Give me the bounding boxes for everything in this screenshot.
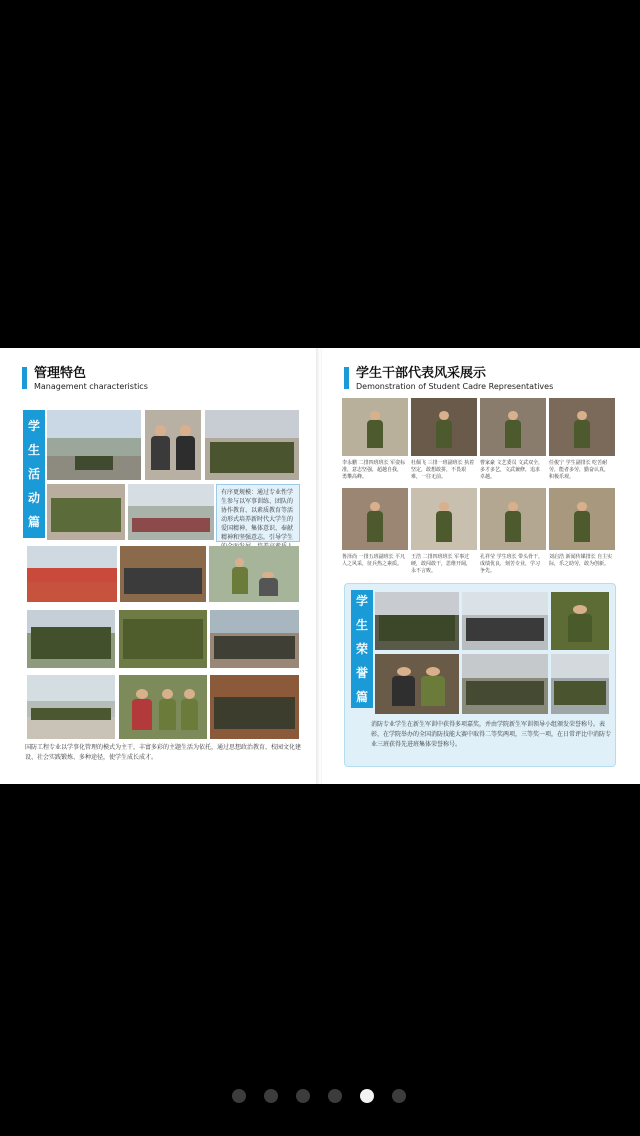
- honor-section: [344, 583, 616, 767]
- photo-award-ceremony: [145, 410, 201, 480]
- page-indicator: [232, 1088, 408, 1104]
- cadre-photo-4: [549, 398, 615, 456]
- section-title: 管理特色: [34, 366, 87, 381]
- accent-bar: [22, 367, 27, 389]
- photo-memorial-hall: [210, 675, 299, 739]
- page-dot-1[interactable]: [232, 1089, 246, 1103]
- cadre-photo-8: [549, 488, 615, 550]
- cadre-caption: 任俊宁 学生副排长 吃苦耐劳，能者多劳，勤奋认真，积极乐观。: [549, 460, 610, 480]
- cadre-photo-5: [342, 488, 408, 550]
- honor-photo-award: [375, 654, 459, 714]
- side-char: 学: [355, 594, 368, 608]
- page-dot-3[interactable]: [296, 1089, 310, 1103]
- honor-photo-meeting: [375, 592, 459, 650]
- photo-auditorium: [120, 546, 206, 602]
- photo-flag-raising: [47, 410, 141, 480]
- side-char: 学: [27, 419, 40, 433]
- activity-note: 有序更规模：通过专业性学生参与以军事训练、团队的协作教育、以素质教育等活动形式培养新时代大学生的爱国精神、集体意识、奉献精神和坚强意志，引导学生: [216, 484, 300, 542]
- cadre-caption: 王浩 二排四班班长 军事过硬，敢闯敢干，思维开阔，永不言败。: [411, 554, 472, 574]
- photo-formation: [119, 610, 207, 668]
- photo-medical-check: [47, 484, 125, 540]
- cadre-caption: 刘启浩 新闻传媒排长 自主实际，乐之助劳，敢为创新。: [549, 554, 613, 567]
- photo-flag-parade: [27, 610, 115, 668]
- side-char: 动: [27, 491, 40, 505]
- cadre-caption: 杜佩飞 三排一班副班长 执着坚定，敢想敢拼，不畏艰难，一往无前。: [411, 460, 475, 480]
- section-subtitle: Demonstration of Student Cadre Representatives: [356, 382, 554, 391]
- honor-photo-ceremony: [462, 654, 548, 714]
- photo-helping-elderly: [209, 546, 299, 602]
- cadre-photo-2: [411, 398, 477, 456]
- brochure-spread[interactable]: [0, 348, 640, 784]
- cadre-photo-7: [480, 488, 546, 550]
- photo-square-drill: [27, 675, 115, 739]
- honor-photo-soldier: [551, 592, 609, 650]
- section-title: 学生干部代表风采展示: [356, 366, 487, 381]
- page-dot-4[interactable]: [328, 1089, 342, 1103]
- photo-lecture-hall: [210, 610, 299, 668]
- side-char: 篇: [355, 690, 368, 704]
- side-char: 生: [355, 618, 368, 632]
- right-page: [322, 348, 640, 784]
- accent-bar: [344, 367, 349, 389]
- honor-photo-march: [551, 654, 609, 714]
- side-label-activities: [23, 410, 45, 538]
- photo-sports-field: [128, 484, 214, 540]
- page-dot-5-active[interactable]: [360, 1089, 374, 1103]
- side-char: 荣: [355, 642, 368, 656]
- photo-visit-veteran: [119, 675, 207, 739]
- cadre-caption: 孔祥莹 学生班长 带头骨干，成绩优良，刻苦专业，学习争先。: [480, 554, 544, 574]
- honor-caption: 消防专业学生在新生军训中获得多项嘉奖，并由学院新生军训领导小组颁发荣誉称号。表彰，在学院举办的全国消防技能大赛中取得二等奖两项，三等奖一项，在日常评比中消防专业三班获得先进班集体荣誉称号。: [371, 721, 612, 748]
- cadre-caption: 鲁泽尚 一排五班副班长 平凡人之风采，征兵热之素质。: [342, 554, 406, 567]
- page-dot-6[interactable]: [392, 1089, 406, 1103]
- side-char: 誉: [355, 666, 368, 680]
- photo-running-track: [27, 546, 117, 602]
- side-label-honors: [351, 590, 373, 708]
- page-dot-2[interactable]: [264, 1089, 278, 1103]
- cadre-photo-1: [342, 398, 408, 456]
- side-char: 活: [27, 467, 40, 481]
- side-char: 生: [27, 443, 40, 457]
- photo-group-banner: [205, 410, 299, 480]
- section-subtitle: Management characteristics: [34, 382, 148, 391]
- left-page: [0, 348, 318, 784]
- management-caption: 国防工程专业以学事化管理的模式为主干，丰富多彩的主题生活为依托，通过思想政治教育、校园文化建设、社会实践锻炼、多种途径，使学生成长成才。: [25, 744, 302, 761]
- cadre-photo-3: [480, 398, 546, 456]
- cadre-photo-6: [411, 488, 477, 550]
- side-char: 篇: [27, 515, 40, 529]
- cadre-caption: 李永鹏 二排四班班长 军姿标准，意志坚强，超越自我，勇攀高峰。: [342, 460, 406, 480]
- honor-photo-drill: [462, 592, 548, 650]
- cadre-caption: 曹家豪 文艺委员 文武双全，多才多艺，文武兼修，追求卓越。: [480, 460, 544, 480]
